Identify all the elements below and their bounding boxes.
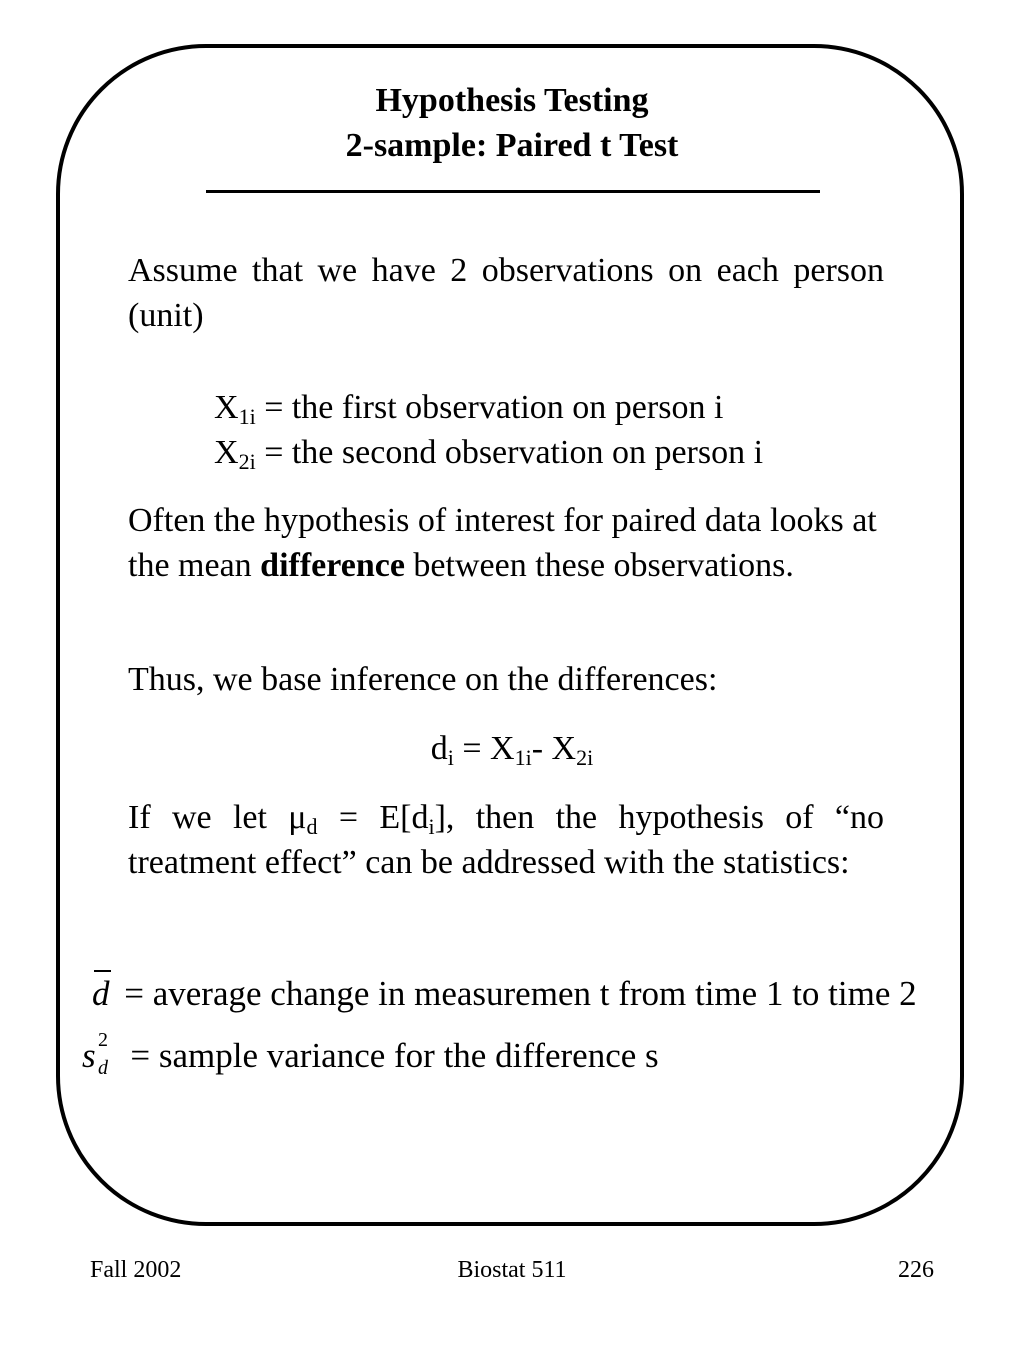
eq-x2-subscript: 2i [576, 745, 594, 770]
eq-x1-subscript: 1i [514, 745, 532, 770]
dbar-definition: = average change in measuremen t from time 1 to time 2 [124, 974, 917, 1013]
often-paragraph [128, 498, 884, 588]
x1-definition [214, 385, 723, 430]
formula-variance [82, 1029, 659, 1079]
slide-title-line1: Hypothesis Testing [375, 82, 649, 119]
formula-dbar [92, 974, 917, 1014]
variance-definition: = sample variance for the difference s [130, 1036, 659, 1075]
x1-variable: X [214, 389, 239, 426]
eq-minus-x2: - X [531, 730, 577, 767]
difference-bold: difference [260, 547, 405, 584]
often-text-pre: Often the hypothesis of interest for paired data looks at the mean [128, 502, 877, 584]
title-underline [206, 190, 820, 193]
x1-definition-text: = the first observation on person i [255, 389, 724, 426]
often-text-post: between these observations. [404, 547, 794, 584]
thus-paragraph: Thus, we base inference on the differences: [128, 661, 718, 698]
mu-subscript: d [306, 814, 318, 839]
di-subscript: i [428, 814, 435, 839]
footer-term: Fall 2002 [90, 1257, 182, 1283]
dbar-symbol: d [92, 974, 110, 1013]
footer-course: Biostat 511 [457, 1257, 567, 1283]
d-subscript: i [447, 745, 454, 770]
eq-x1: = X [453, 730, 515, 767]
mu-symbol: μ [288, 799, 307, 836]
s-symbol: s [82, 1036, 96, 1075]
if-text-mid: = E[d [317, 799, 429, 836]
x2-definition-text: = the second observation on person i [255, 434, 764, 471]
slide-title-line2: 2-sample: Paired t Test [345, 127, 679, 164]
x2-definition [214, 430, 763, 475]
footer-page-number: 226 [898, 1257, 934, 1283]
if-text-post: ], then the hypothesis of “no treatment effect” can be addressed with the statistics: [128, 799, 884, 881]
x2-subscript: 2i [238, 449, 256, 474]
sd2-symbol [82, 1029, 108, 1079]
d-variable: d [430, 730, 448, 767]
if-text-pre: If we let [128, 799, 289, 836]
x1-subscript: 1i [238, 404, 256, 429]
intro-paragraph: Assume that we have 2 observations on each person (unit) [128, 252, 884, 334]
s-superscript: 2 [98, 1029, 108, 1051]
if-paragraph [128, 795, 884, 885]
x2-variable: X [214, 434, 239, 471]
s-subscript: d [98, 1057, 108, 1079]
difference-equation [0, 726, 1024, 771]
